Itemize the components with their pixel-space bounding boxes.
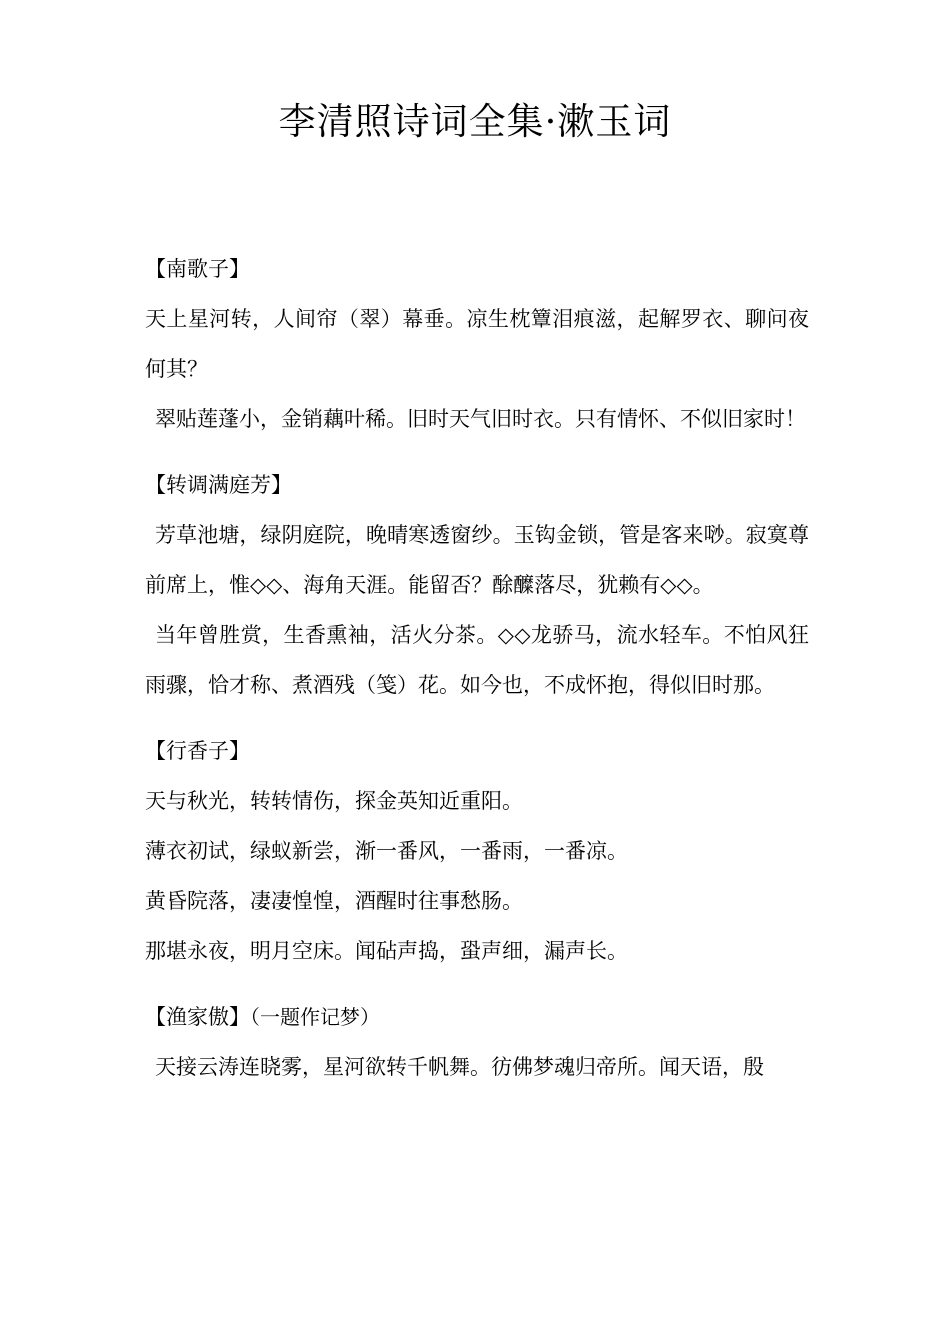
poem-title: 【行香子】 — [145, 739, 250, 763]
poem-title: 【南歌子】 — [145, 257, 250, 281]
poem-zhuandiao-mantingfang — [145, 460, 809, 710]
poem-title: 【转调满庭芳】 — [145, 473, 292, 497]
poem-line: 翠贴莲蓬小，金销藕叶稀。旧时天气旧时衣。只有情怀、不似旧家时！ — [155, 407, 806, 431]
poem-title: 【渔家傲】 — [145, 1005, 250, 1029]
poem-subtitle: （一题作记梦） — [250, 1005, 380, 1029]
poem-line: 天与秋光，转转情伤，探金英知近重阳。 — [145, 789, 523, 813]
document-body — [145, 244, 809, 1108]
poem-heading — [145, 726, 809, 776]
poem-line: 天接云涛连晓雾，星河欲转千帆舞。彷佛梦魂归帝所。闻天语，殷 — [155, 1055, 764, 1079]
poem-line: 那堪永夜，明月空床。闻砧声捣，蛩声细，漏声长。 — [145, 939, 628, 963]
poem-line: 当年曾胜赏，生香熏袖，活火分茶。◇◇龙骄马，流水轻车。不怕风狂雨骤，恰才称、煮酒残（笺）花。如今也，不成怀抱，得似旧时那。 — [145, 623, 809, 697]
poem-line: 薄衣初试，绿蚁新尝，渐一番风，一番雨，一番凉。 — [145, 839, 628, 863]
poem-yujiaao — [145, 992, 809, 1092]
poem-nangezi — [145, 244, 809, 444]
poem-line: 黄昏院落，凄凄惶惶，酒醒时往事愁肠。 — [145, 889, 523, 913]
poem-heading — [145, 992, 809, 1042]
poem-line: 芳草池塘，绿阴庭院，晚晴寒透窗纱。玉钩金锁，管是客来唦。寂寞尊前席上，惟◇◇、海角天涯。能留否？酴醾落尽，犹赖有◇◇。 — [145, 523, 809, 597]
poem-line: 天上星河转，人间帘（翠）幕垂。凉生枕簟泪痕滋，起解罗衣、聊问夜何其？ — [145, 307, 809, 381]
poem-heading — [145, 244, 809, 294]
poem-heading — [145, 460, 809, 510]
document-title: 李清照诗词全集·漱玉词 — [278, 100, 672, 143]
poem-xingxiangzi — [145, 726, 809, 976]
